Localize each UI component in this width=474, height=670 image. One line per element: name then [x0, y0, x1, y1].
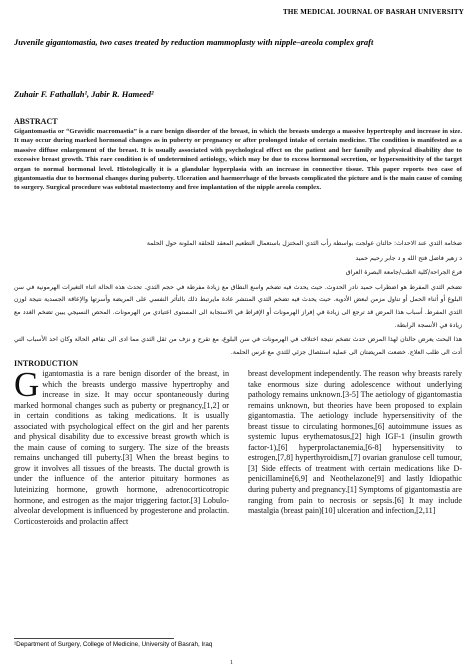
- introduction-left-column: [14, 365, 229, 527]
- arabic-title: ضخامة الثدي عند الاحداث: حالتان عولجت بواسطة رأب الثدي المختزل باستعمال التطعيم المعقد للحلقة الملونة حول الحلمة: [146, 240, 462, 247]
- page-number: 1: [230, 660, 233, 666]
- journal-header: THE MEDICAL JOURNAL OF BASRAH UNIVERSITY: [282, 8, 464, 16]
- introduction-left-text: igantomastia is a rare benign disorder of the breast, in which the breasts undergo massive hypertrophy and increase in size. It may occur spontaneously during marked hormonal changes such as puberty or pregnancy,[1,2] or in certain conditions as taking medications. It is usually associated with psychological effect on the girl and her parents and physical disability due to excessive breast growth which is the main cause of coming to surgery. The size of the breasts remains unchanged till puberty.[3] When the breast begins to grow it involves all tissues of the breasts. The ductal growth is under the influence of the anterior pituitary hormones as luteinizing hormone, growth hormone, adrenocorticotropic hormone, and estrogen as the major triggering factor.[3] Lobulo-alveolar development is influenced by progesterone and prolactin. Corticosteroids and prolactin affect: [14, 369, 229, 526]
- paper-title: Juvenile gigantomastia, two cases treated by reduction mammoplasty with nipple–areola complex graft: [14, 37, 374, 47]
- arabic-authors: د زهير فاضل فتح الله و د جابر رحيم حميد: [355, 254, 462, 262]
- arabic-abstract: [14, 238, 462, 361]
- introduction-heading: INTRODUCTION: [14, 359, 79, 368]
- abstract-heading: ABSTRACT: [14, 117, 58, 126]
- introduction-right-column: breast development independently. The reason why breasts rarely take enormous size during adolescence without underlying pathology remains unknown.[3-5] The aetiology of gigantomastia remains unknown, but theories have been proposed to explain gigantomastia. The aetiology include hypersensitivity of the breast tissue to circulating hormones,[6] autoimmune issues as systemic lupus erythematosus,[2] high IGF-1 (insulin growth factor-1),[6] hyperprolactanemia,[6-8] hypersensitivity to estrogen,[7,8] hyperthyroidism,[7] ovarian granulose cell tumour,[3] Side effects of treatment with certain medications like D-penicillamine[6,9] and Neothelazone[9] and lastly Idiopathic during puberty and pregnancy.[1] Symptoms of gigantomastia are ranging from pain to necrosis or sepsis.[6] It may include mastalgia (breast pain)[10] ulceration and infection,[2,11]: [248, 369, 462, 516]
- drop-cap: G: [14, 365, 40, 404]
- arabic-paragraph-1: تضخم الثدي المفرط هو اضطراب حميد نادر الحدوث. حيث يحدث فيه تضخم واسع النطاق مع زيادة مفرطة في حجم الثدي. تحدث هذه الحالة اثناء التغيرات الهرمونية في سن البلوغ أو أثناء الحمل أو تناول مزمن لبعض الأدوية. حيث يحدث فيه تضخم الثدي المنتشر عادة مايرتبط ذلك بالتأثر النفسي على المريضة وأسرتها والإعاقة الجسدية نتيجة لوزن الثدي المفرط. أسباب هذا المرض قد ترجع الى زيادة في إفراز الهرمونات أو الإفراط في الاستجابة الى المستوى اعتيادي من الهرمونات. المحص النسيجي يبين تضخم الغدد مع زيادة في الأنسجة الرابطة.: [14, 283, 462, 329]
- arabic-affiliation: فرع الجراحة/كلية الطب/جامعة البصرة العراق: [345, 269, 462, 277]
- abstract-text: Gigantomastia or “Gravidic macromastia” is a rare benign disorder of the breast, in which the breasts undergo a massive hypertrophy and increase in size. It may occur during marked hormonal changes as in puberty or pregnancy or after prolonged intake of certain medicine. The condition is manifested as a massive diffuse enlargement of the breast. It is usually associated with psychological effect on the patient and her family and physical disability due to excessive breast growth. This rare condition is of undetermined aetiology, which may be due to excess hormonal secretion, or hypersensitivity of the target organ to normal hormonal level. Histologically it is a glandular hyperplasia with an increase in connective tissue. This paper reports two case of gigantomastia due to hormonal changes during puberty. Ulceration and haemorrhage of the breasts complicated the picture and is the main cause of coming to surgery. Surgical procedure was subtotal mastectomy and free implantation of the nipple areola complex.: [14, 128, 462, 192]
- authors: Zuhair F. Fathallah¹, Jabir R. Hameed²: [14, 89, 154, 99]
- footnote-divider: [14, 638, 174, 639]
- arabic-paragraph-2: هذا البحث يعرض حالتان لهذا المرض حدث تضخم نتيجة اختلاف في الهرمونات في سن البلوغ، مع تقرح و نزف من ثقل الثدي مما ادى الى تفاقم الحالة وكان احد الأسباب التي أدت الى طلب العلاج. خضعت المريضتان الى عملية استئصال جزئي للثدي مع غرس الحلمة.: [14, 336, 462, 356]
- footnote: ¹Department of Surgery, College of Medicine, University of Basrah, Iraq: [14, 641, 213, 648]
